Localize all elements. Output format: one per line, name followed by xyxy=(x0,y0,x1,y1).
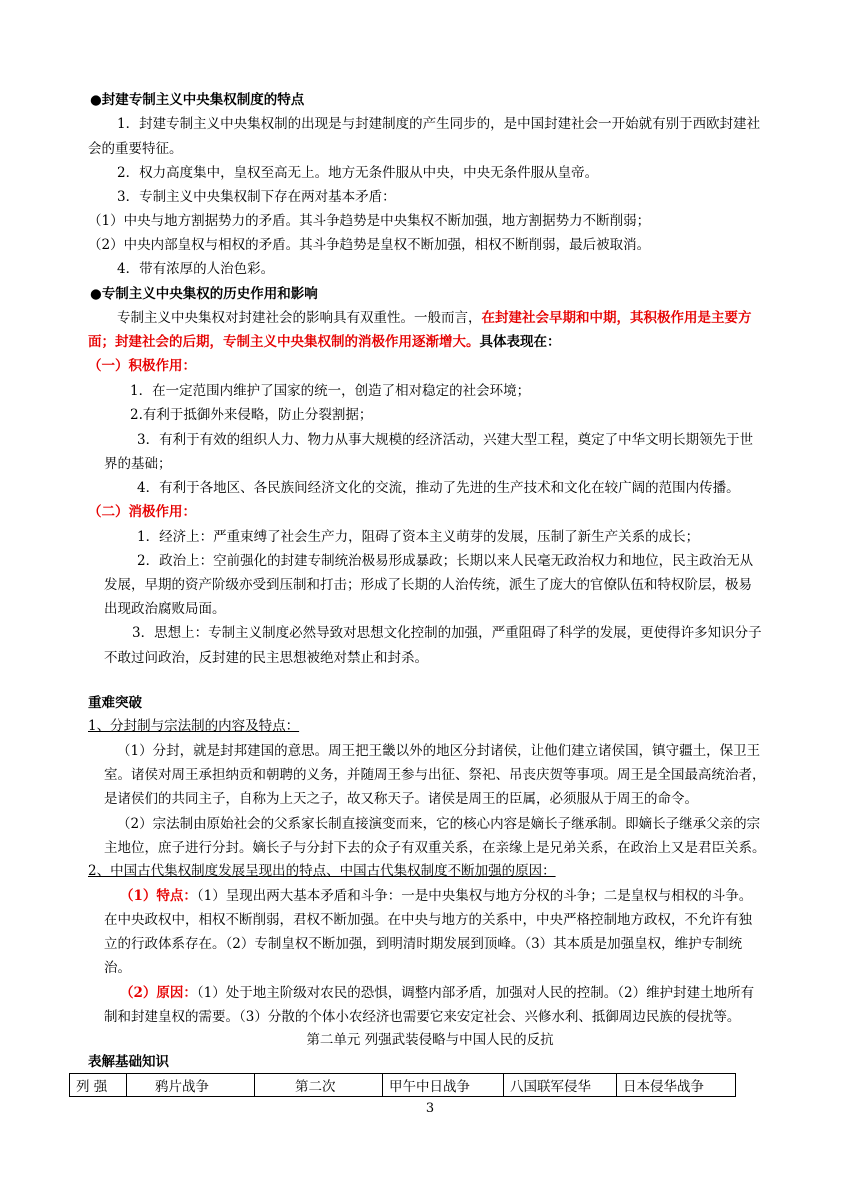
paragraph-line: 是诸侯们的共同主子，自称为上天之子，故又称天子。诸侯是周王的臣属，必须服从于周王的命令。 xyxy=(104,791,698,807)
table-header-cell: 第二次 xyxy=(255,1074,383,1097)
section-heading: ●封建专制主义中央集权制度的特点 xyxy=(90,92,305,108)
list-item: 不敢过问政治，反封建的民主思想被绝对禁止和封杀。 xyxy=(104,650,428,666)
question-heading: 2、中国古代集权制度发展呈现出的特点、中国古代集权制度不断加强的原因： xyxy=(88,863,556,879)
list-item: 界的基础； xyxy=(104,456,172,472)
list-item: 2．政治上：空前强化的封建专制统治极易形成暴政；长期以来人民毫无政治权力和地位，民主政治无从 xyxy=(137,553,754,569)
highlight-text: 面；封建社会的后期，专制主义中央集权制的消极作用逐渐增大。 xyxy=(88,334,480,350)
paragraph-line: 会的重要特征。 xyxy=(88,141,183,157)
plain-text: 具体表现在： xyxy=(479,334,561,350)
subheading: （二）消极作用： xyxy=(88,504,196,520)
paragraph-line: （1）分封，就是封邦建国的意思。周王把王畿以外的地区分封诸侯，让他们建立诸侯国，镇守疆土，保卫王 xyxy=(117,743,761,759)
highlight-text: （1）特点： xyxy=(120,888,197,904)
list-item: 1．经济上：严重束缚了社会生产力，阻碍了资本主义萌芽的发展，压制了新生产关系的成长； xyxy=(137,529,700,545)
paragraph-line: （1）中央与地方割据势力的矛盾。其斗争趋势是中央集权不断加强，地方割据势力不断削弱； xyxy=(88,213,651,229)
paragraph-line: （2）宗法制由原始社会的父系家长制直接演变而来，它的核心内容是嫡长子继承制。即嫡长子继承父亲的宗 xyxy=(117,816,761,832)
table-caption: 表解基础知识 xyxy=(88,1054,169,1070)
highlight-text: （2）原因： xyxy=(120,985,197,1001)
page-number: 3 xyxy=(425,1101,435,1116)
plain-text: （1）处于地主阶级对农民的恐惧，调整内部矛盾，加强对人民的控制。（2）维护封建土地所有 xyxy=(196,985,755,1001)
paragraph-line: 在中央政权中，相权不断削弱，君权不断加强。在中央与地方的关系中，中央严格控制地方政权，不允许有独 xyxy=(104,912,752,928)
paragraph-line: 立的行政体系存在。（2）专制皇权不断加强，到明清时期发展到顶峰。（3）其本质是加强皇权，维护专制统 xyxy=(104,936,743,952)
table-header-row xyxy=(70,1074,736,1097)
summary-table xyxy=(69,1073,736,1097)
table-header-cell: 日本侵华战争 xyxy=(617,1074,736,1097)
paragraph-line: 主地位，庶子进行分封。嫡长子与分封下去的众子有双重关系，在亲缘上是兄弟关系，在政治上又是君臣关系。 xyxy=(104,840,766,856)
list-item: 4．有利于各地区、各民族间经济文化的交流，推动了先进的生产技术和文化在较广阔的范围内传播。 xyxy=(137,480,740,496)
list-item: 出现政治腐败局面。 xyxy=(104,601,226,617)
section-heading: 重难突破 xyxy=(88,695,142,711)
paragraph-line: 2．权力高度集中，皇权至高无上。地方无条件服从中央，中央无条件服从皇帝。 xyxy=(117,165,599,181)
plain-text: （1）呈现出两大基本矛盾和斗争：一是中央集权与地方分权的斗争；二是皇权与相权的斗争。 xyxy=(196,888,753,904)
paragraph-line: 制和封建皇权的需要。（3）分散的个体小农经济也需要它来安定社会、兴修水利、抵御周边民族的侵扰等。 xyxy=(104,1009,741,1025)
paragraph-line xyxy=(117,308,752,328)
paragraph-line: 3．专制主义中央集权制下存在两对基本矛盾： xyxy=(117,189,396,205)
table-header-cell: 鸦片战争 xyxy=(127,1074,255,1097)
paragraph-line xyxy=(120,886,752,906)
table-header-cell: 八国联军侵华 xyxy=(504,1074,617,1097)
highlight-text: 在封建社会早期和中期，其积极作用是主要方 xyxy=(481,310,752,326)
list-item: 发展，早期的资产阶级亦受到压制和打击；形成了长期的人治传统，派生了庞大的官僚队伍和特权阶层，极易 xyxy=(104,577,752,593)
table-header-cell: 甲午中日战争 xyxy=(383,1074,504,1097)
paragraph-line: 治。 xyxy=(104,960,131,976)
section-heading: ●专制主义中央集权的历史作用和影响 xyxy=(90,286,318,302)
paragraph-line xyxy=(88,332,561,352)
list-item: 1．在一定范围内维护了国家的统一，创造了相对稳定的社会环境； xyxy=(130,383,531,399)
unit-title: 第二单元 列强武装侵略与中国人民的反抗 xyxy=(306,1032,554,1048)
subheading: （一）积极作用： xyxy=(88,358,196,374)
paragraph-line: 4．带有浓厚的人治色彩。 xyxy=(117,261,275,277)
paragraph-line: （2）中央内部皇权与相权的矛盾。其斗争趋势是皇权不断加强，相权不断削弱，最后被取消。 xyxy=(88,237,651,253)
list-item: 3．思想上：专制主义制度必然导致对思想文化控制的加强，严重阻碍了科学的发展，更使得许多知识分子 xyxy=(132,625,762,641)
plain-text: 专制主义中央集权对封建社会的影响具有双重性。一般而言， xyxy=(117,310,482,326)
question-heading: 1、分封制与宗法制的内容及特点： xyxy=(88,718,300,734)
list-item: 3．有利于有效的组织人力、物力从事大规模的经济活动，兴建大型工程，奠定了中华文明长期领先于世 xyxy=(137,432,754,448)
list-item: 2.有利于抵御外来侵略，防止分裂割据； xyxy=(130,407,373,423)
paragraph-line: 室。诸侯对周王承担纳贡和朝聘的义务，并随周王参与出征、祭祀、吊丧庆贺等事项。周王是全国最高统治者， xyxy=(104,767,766,783)
paragraph-line: 1．封建专制主义中央集权制的出现是与封建制度的产生同步的，是中国封建社会一开始就有别于西欧封建社 xyxy=(117,116,761,132)
paragraph-line xyxy=(120,983,754,1003)
table-header-cell: 列 强 xyxy=(70,1074,127,1097)
